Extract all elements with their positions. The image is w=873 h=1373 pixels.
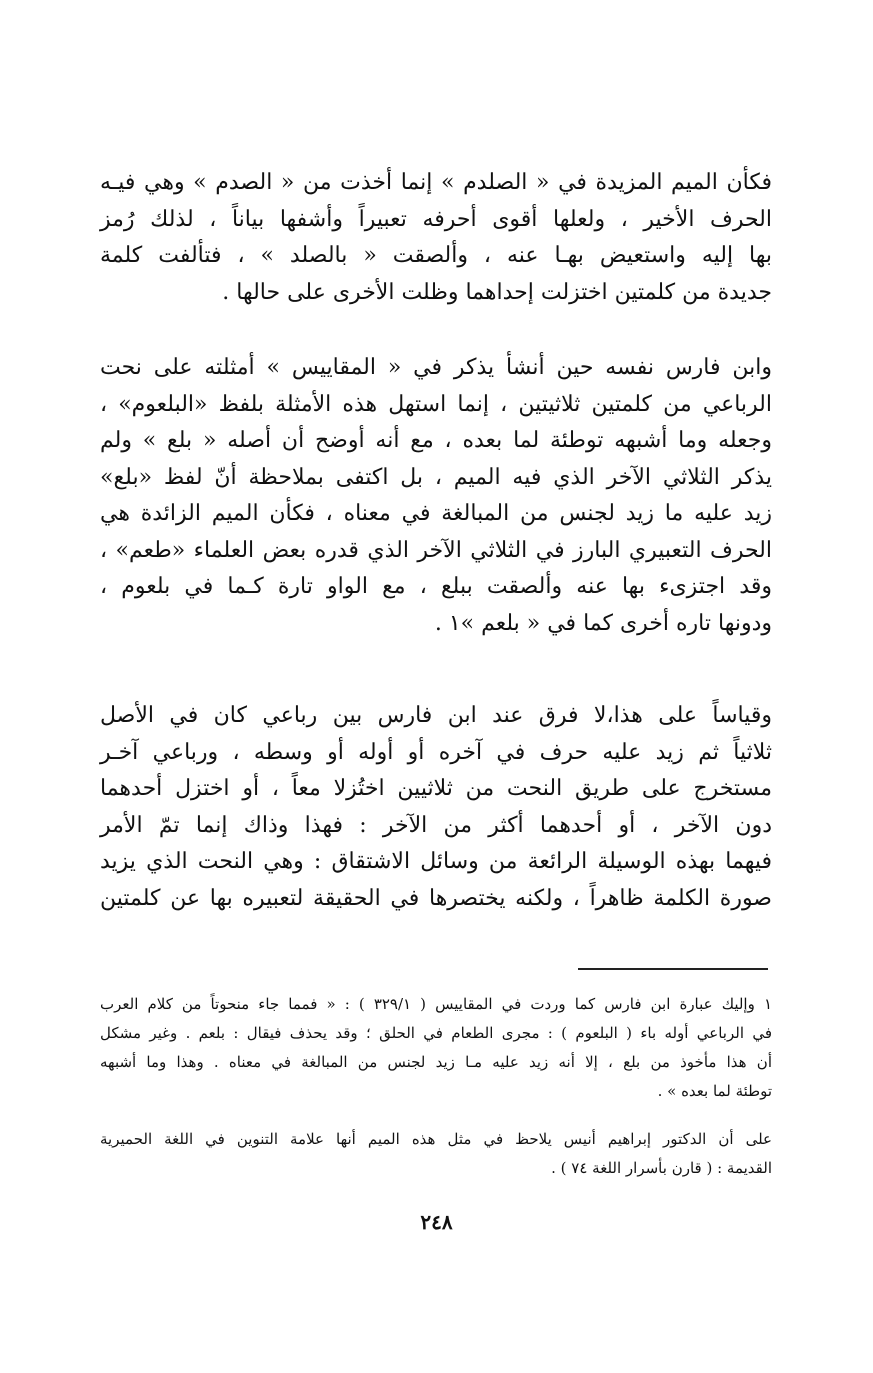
footnote-line: ١ وإليك عبارة ابن فارس كما وردت في المقاييس ( ٣٢٩/١ ) : « فمما جاء منحوتاً من كلام العرب	[100, 995, 772, 1013]
paragraph-3	[100, 698, 772, 917]
text-line: وقد اجتزىء بها عنه وألصقت ببلع ، مع الواو تارة كـما في بلعوم ،	[100, 574, 772, 599]
page-number: ٢٤٨	[420, 1210, 453, 1234]
text-line: الحرف الأخير ، ولعلها أقوى أحرفه تعبيراً وأشفها بياناً ، لذلك رُمز	[100, 206, 772, 232]
text-line: فيهما بهذه الوسيلة الرائعة من وسائل الاشتقاق : وهي النحت الذي يزيد	[100, 849, 772, 874]
text-line: ودونها تاره أخرى كما في « بلعم »١ .	[434, 610, 772, 636]
paragraph-1	[100, 165, 772, 311]
text-line: وقياساً على هذا،لا فرق عند ابن فارس بين رباعي كان في الأصل	[100, 703, 772, 728]
footnote-line: توطئة لما بعده » .	[657, 1082, 772, 1100]
text-line: زيد عليه ما زيد لجنس من المبالغة في معناه ، فكأن الميم الزائدة هي	[100, 501, 772, 526]
footnote-line: في الرباعي أوله باء ( البلعوم ) : مجرى الطعام في الحلق ؛ وقد يحذف فيقال : بلعم . وغير مشكل	[100, 1024, 772, 1042]
footnote-2	[100, 1125, 772, 1183]
text-line: بها إليه واستعيض بهـا عنه ، وألصقت « بالصلد » ، فتألفت كلمة	[100, 243, 772, 268]
text-line: وابن فارس نفسه حين أنشأ يذكر في « المقاييس » أمثلته على نحت	[100, 355, 772, 380]
text-line: دون الآخر ، أو أحدهما أكثر من الآخر : فهذا وذاك إنما تمّ الأمر	[100, 812, 772, 838]
text-line: الحرف التعبيري البارز في الثلاثي الآخر الذي قدره بعض العلماء «طعم» ،	[100, 537, 772, 563]
text-line: يذكر الثلاثي الآخر الذي فيه الميم ، بل اكتفى بملاحظة أنّ لفظ «بلع»	[100, 464, 772, 490]
text-line: صورة الكلمة ظاهراً ، ولكنه يختصرها في الحقيقة لتعبيره بها عن كلمتين	[100, 885, 772, 911]
footnote-line: أن هذا مأخوذ من بلع ، إلا أنه زيد عليه مـا زيد لجنس من المبالغة في معناه . وهذا وما أشبهه	[100, 1053, 772, 1071]
text-line: ثلاثياً ثم زيد عليه حرف في آخره أو أوله أو وسطه ، ورباعي آخـر	[100, 739, 772, 765]
footnote-line: القديمة : ( قارن بأسرار اللغة ٧٤ ) .	[551, 1159, 772, 1177]
text-line: مستخرج على طريق النحت من ثلاثيين اختُزلا معاً ، أو اختزل أحدهما	[100, 776, 772, 801]
footnote-1	[100, 990, 772, 1106]
footnote-divider	[578, 968, 768, 970]
footnote-line: على أن الدكتور إبراهيم أنيس يلاحظ في مثل هذه الميم أنها علامة التنوين في اللغة الحميرية	[100, 1130, 772, 1148]
paragraph-2	[100, 350, 772, 642]
text-line: جديدة من كلمتين اختزلت إحداهما وظلت الأخرى على حالها .	[222, 279, 772, 305]
text-line: وجعله وما أشبهه توطئة لما بعده ، مع أنه أوضح أن أصله « بلع » ولم	[100, 428, 772, 453]
text-line: فكأن الميم المزيدة في « الصلدم » إنما أخذت من « الصدم » وهي فيـه	[100, 170, 772, 195]
text-line: الرباعي من كلمتين ثلاثيتين ، إنما استهل هذه الأمثلة بلفظ «البلعوم» ،	[100, 391, 772, 417]
